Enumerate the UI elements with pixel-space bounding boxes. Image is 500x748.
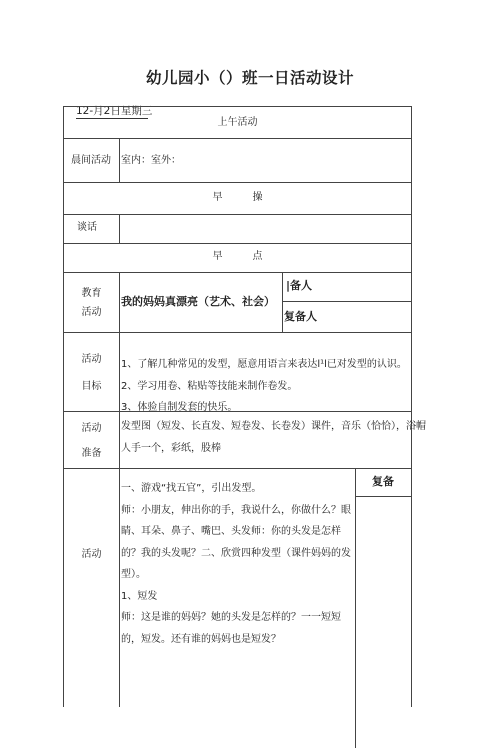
prep-person-label: |备人 [286,279,313,292]
process-label: 活动 [81,549,102,560]
inner-divider [282,301,411,302]
process-line: 型）。 [121,569,146,580]
process-line: 的？我的头发呢？二、欣赏四种发型（课件妈妈的发 [121,547,351,559]
education-topic: 我的妈妈真漂亮（艺术、社会） [121,295,275,308]
process-line: 师：小朋友，伸出你的手，我说什么，你做什么？眼 [121,504,351,516]
prep-label-2: 准备 [81,448,102,459]
col-divider [119,214,120,243]
goals-label-2: 目标 [81,381,102,392]
snack-header: 早 点 [212,251,263,262]
prep-label-1: 活动 [81,423,102,434]
col-divider [282,272,283,332]
process-line: 一、游戏“找五官”，引出发型。 [121,483,262,494]
goals-label-1: 活动 [81,354,102,365]
row-divider [64,214,411,215]
prep-content [121,416,426,459]
talk-label: 谈话 [77,222,97,233]
exercise-header: 早 操 [212,192,263,203]
morning-section-header: 上午活动 [217,117,258,128]
process-content [121,478,351,650]
goal-item: 1、了解几种常见的发型，愿意用语言来表达l¹l已对发型的认识。 [121,359,407,370]
col-divider [119,138,120,182]
page-title: 幼儿园小（）班一日活动设计 [145,69,354,87]
inner-divider [355,496,411,497]
col-divider [355,468,356,748]
row-divider [64,182,411,183]
prep-line: 发型图（短发、长直发、短卷发、长卷发）课件，音乐（恰恰），浴帽 [121,421,426,432]
row-divider [64,468,411,469]
process-line: 师：这是谁的妈妈？她的头发是怎样的？一一短短 [121,612,341,623]
activity-table [63,106,426,707]
goal-item: 2、学习用卷、粘贴等技能来制作卷发。 [121,380,298,392]
process-line: 1、短发 [121,590,158,602]
review-header: 复备 [372,475,394,488]
table-top-border [64,106,411,107]
education-label-2: 活动 [81,307,102,318]
row-divider [64,332,411,333]
date-label: 12-月2日星期三 [76,105,153,117]
education-label-1: 教育 [81,288,102,299]
col-divider [119,468,120,707]
row-divider [64,272,411,273]
morning-activity-label: 晨间活动 [71,155,111,166]
row-divider [64,138,411,139]
process-line: 的，短发。还有谁的妈妈也是短发？ [121,633,281,645]
goals-list [121,354,407,419]
process-line: 睛、耳朵、鼻子、嘴巴、头发师：你的头发是怎样 [121,526,341,537]
row-divider [64,243,411,244]
morning-activity-content: 室内：室外： [121,155,181,166]
review-person-label: 复备人 [284,310,317,323]
goal-item: 3、体验自制发套的快乐。 [121,402,238,413]
prep-line: 人手一个，彩纸，股棒 [121,442,221,454]
